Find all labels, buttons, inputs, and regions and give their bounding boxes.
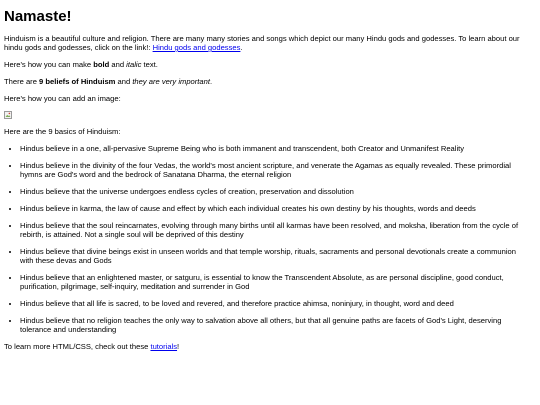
beliefs-mid: and [115,77,133,86]
format-mid: and [109,60,127,69]
image-paragraph: Here's how you can add an image: [4,94,121,103]
format-italic: italic [126,60,142,69]
format-paragraph [4,60,536,69]
broken-image-icon [4,111,12,119]
format-bold: bold [93,60,110,69]
list-item: • Hindus believe that all life is sacred, to be loved and revered, and therefore practice ahimsa, noninjury, in thought, word and deed [20,299,536,308]
list-item: • Hindus believe that an enlightened master, or satguru, is essential to know the Transcendent Absolute, as are personal discipline, good conduct, purification, pilgrimage, self-inquiry, meditation and surrender in God [20,273,536,291]
list-item: • Hindus believe that divine beings exist in unseen worlds and that temple worship, rituals, sacraments and personal devotionals create a communion with these devas and Gods [20,247,536,265]
list-item: • Hindus believe that the universe undergoes endless cycles of creation, preservation and dissolution [20,187,536,196]
broken-image [4,111,12,119]
beliefs-post: . [209,77,213,86]
tutorials-link[interactable]: tutorials [150,342,178,351]
beliefs-pre: There are [4,77,40,86]
list-item: • Hindus believe in karma, the law of cause and effect by which each individual creates his own destiny by his thoughts, words and deeds [20,204,536,213]
basics-heading: Here are the 9 basics of Hinduism: [4,127,121,136]
beliefs-italic: they are very important [132,77,210,86]
gods-link[interactable]: Hindu gods and godesses [152,43,241,52]
list-item: • Hindus believe that the soul reincarnates, evolving through many births until all karmas have been resolved, and moksha, liberation from the cycle of rebirth, is attained. Not a single soul will be deprived of this destiny [20,221,536,239]
list-item: • Hindus believe in a one, all-pervasive Supreme Being who is both immanent and transcendent, both Creator and Unmanifest Reality [20,144,536,153]
list-item: • Hindus believe that no religion teaches the only way to salvation above all others, but that all genuine paths are facets of God's Light, deserving tolerance and understanding [20,316,536,334]
format-post: text. [141,60,158,69]
list-item: • Hindus believe in the divinity of the four Vedas, the world's most ancient scripture, and venerate the Agamas as equally revealed. These primordial hymns are God's word and the bedrock of Sanatana Dharma, the eternal religion [20,161,536,179]
page-title: Namaste! [4,8,72,25]
beliefs-paragraph [4,77,536,86]
intro-paragraph [4,34,536,52]
footer-post: ! [177,342,180,351]
beliefs-bold: 9 beliefs of Hinduism [39,77,116,86]
footer-paragraph [4,342,536,351]
intro-text: Hinduism is a beautiful culture and religion. There are many many stories and songs which depict our many Hindu gods and godesses. To learn about our hindu gods and godesses, click on the link!: [4,34,520,52]
intro-after: . [240,43,243,52]
format-pre: Here's how you can make [4,60,94,69]
beliefs-list [4,144,536,334]
footer-pre: To learn more HTML/CSS, check out these [4,342,151,351]
